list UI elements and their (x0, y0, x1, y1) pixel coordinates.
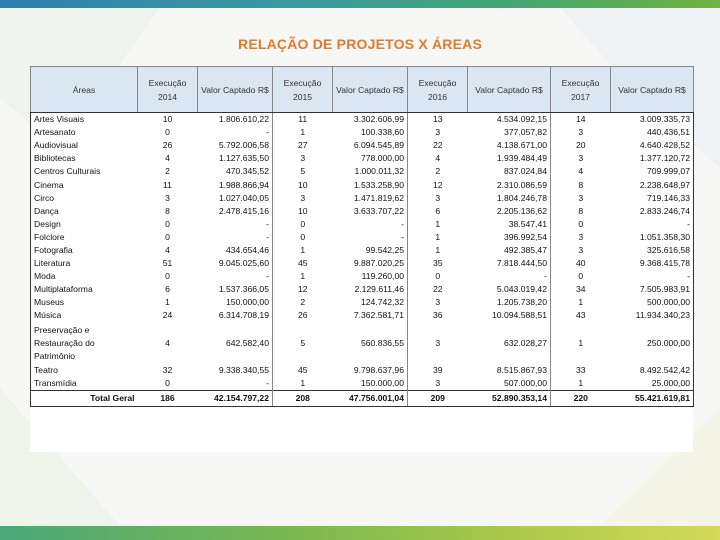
cell-valor-2017: 709.999,07 (611, 165, 694, 178)
cell-execucao-2015: 11 (298, 114, 308, 125)
cell-valor-2015: 1.533.258,90 (333, 178, 408, 191)
table-row (31, 377, 694, 391)
cell-execucao-2017: 3 (578, 192, 584, 203)
table-row (31, 126, 694, 139)
cell-area: Moda (31, 270, 138, 283)
cell-valor-2016: 38.547,41 (468, 218, 551, 231)
cell-execucao-2016: 3 (435, 297, 441, 308)
cell-valor-2014: - (198, 377, 273, 391)
cell-execucao-2017: 3 (578, 127, 584, 138)
cell-valor-2014: 150.000,00 (198, 296, 273, 309)
cell-valor-2015: 124.742,32 (333, 296, 408, 309)
header-execucao-2017: Execução 2017 (551, 67, 611, 113)
cell-area: Design (31, 218, 138, 231)
cell-valor-2014: 42.154.797,22 (198, 390, 273, 406)
cell-area: Bibliotecas (31, 152, 138, 165)
table-row (31, 283, 694, 296)
cell-execucao-2017: 3 (578, 153, 584, 164)
header-execucao-2016: Execução 2016 (408, 67, 468, 113)
cell-valor-2015: 1.471.819,62 (333, 192, 408, 205)
table-row (31, 257, 694, 270)
cell-valor-2016: 492.385,47 (468, 244, 551, 257)
cell-execucao-2014: 186 (138, 390, 198, 406)
bottom-accent-bar (0, 526, 720, 540)
cell-valor-2017: 9.368.415,78 (611, 257, 694, 270)
cell-execucao-2015: 26 (297, 310, 308, 321)
table-total-row (31, 390, 694, 406)
cell-area: Total Geral (31, 390, 138, 406)
cell-execucao-2015: 1 (300, 127, 306, 138)
cell-execucao-2015: 10 (297, 205, 308, 216)
cell-execucao-2016: 1 (435, 218, 441, 229)
cell-execucao-2015: 5 (300, 337, 306, 348)
cell-valor-2015: 2.129.611,46 (333, 283, 408, 296)
cell-valor-2014: 5.792.006,58 (198, 139, 273, 152)
cell-valor-2017: 2.833.246,74 (611, 205, 694, 218)
cell-valor-2016: - (468, 270, 551, 283)
cell-valor-2015: 99.542,25 (333, 244, 408, 257)
cell-valor-2017: 11.934.340,23 (611, 309, 694, 322)
cell-valor-2017: 2.238.648,97 (611, 178, 694, 191)
cell-execucao-2014: 0 (165, 271, 170, 282)
cell-execucao-2014: 8 (165, 205, 170, 216)
cell-valor-2014: 1.537.366,05 (198, 283, 273, 296)
cell-execucao-2015: 0 (300, 218, 306, 229)
cell-execucao-2017: 1 (578, 377, 584, 388)
cell-execucao-2014: 32 (162, 364, 173, 375)
cell-area: Cinema (31, 178, 138, 191)
cell-area: Transmídia (31, 377, 138, 391)
cell-valor-2017: 8.492.542,42 (611, 364, 694, 377)
cell-execucao-2016: 22 (432, 140, 443, 151)
cell-execucao-2014: 3 (165, 192, 170, 203)
cell-valor-2015: - (333, 218, 408, 231)
cell-area: Museus (31, 296, 138, 309)
page-title: RELAÇÃO DE PROJETOS X ÁREAS (238, 36, 482, 52)
cell-execucao-2017: 40 (575, 258, 586, 269)
cell-execucao-2017: 1 (578, 337, 584, 348)
cell-execucao-2014: 0 (165, 377, 170, 388)
cell-execucao-2015: 5 (300, 166, 306, 177)
cell-valor-2014: 434.654,46 (198, 244, 273, 257)
cell-valor-2016: 4.534.092,15 (468, 113, 551, 127)
cell-valor-2015: - (333, 231, 408, 244)
cell-execucao-2014: 6 (165, 284, 170, 295)
table-row (31, 152, 694, 165)
table-row (31, 231, 694, 244)
cell-valor-2017: 3.009.335,73 (611, 113, 694, 127)
table-row (31, 113, 694, 127)
table-row (31, 165, 694, 178)
cell-execucao-2016: 3 (435, 337, 441, 348)
table-row (31, 296, 694, 309)
cell-execucao-2014: 51 (162, 258, 173, 269)
table-row (31, 309, 694, 322)
cell-valor-2015: 560.836,55 (333, 323, 408, 364)
cell-valor-2016: 10.094.588,51 (468, 309, 551, 322)
top-accent-bar (0, 0, 720, 8)
cell-execucao-2015: 27 (297, 140, 308, 151)
cell-execucao-2014: 0 (165, 218, 170, 229)
cell-execucao-2017: 3 (578, 231, 584, 242)
cell-execucao-2017: 14 (575, 114, 586, 125)
cell-execucao-2016: 3 (435, 377, 441, 388)
cell-valor-2017: 250.000,00 (611, 323, 694, 364)
cell-valor-2017: 4.640.428,52 (611, 139, 694, 152)
cell-valor-2017: 719.146,33 (611, 192, 694, 205)
cell-area: Artes Visuais (31, 113, 138, 127)
cell-execucao-2016: 39 (432, 364, 443, 375)
cell-valor-2014: 1.127.635,50 (198, 152, 273, 165)
cell-valor-2016: 2.310.086,59 (468, 178, 551, 191)
cell-valor-2016: 7.818.444,50 (468, 257, 551, 270)
cell-execucao-2017: 0 (578, 218, 584, 229)
cell-execucao-2014: 11 (163, 179, 172, 190)
cell-valor-2017: 1.377.120,72 (611, 152, 694, 165)
cell-area: Artesanato (31, 126, 138, 139)
header-valor-2016: Valor Captado R$ (468, 67, 551, 113)
cell-execucao-2015: 45 (297, 364, 308, 375)
cell-execucao-2016: 3 (435, 127, 441, 138)
cell-execucao-2016: 12 (432, 179, 443, 190)
cell-valor-2017: 440.436,51 (611, 126, 694, 139)
header-areas: Áreas (31, 67, 138, 113)
cell-execucao-2014: 0 (165, 231, 170, 242)
table-row (31, 205, 694, 218)
cell-execucao-2017: 0 (578, 271, 584, 282)
cell-valor-2016: 377.057,82 (468, 126, 551, 139)
cell-valor-2017: - (611, 270, 694, 283)
cell-valor-2016: 1.205.738,20 (468, 296, 551, 309)
cell-execucao-2016: 2 (435, 166, 441, 177)
cell-execucao-2014: 26 (162, 140, 173, 151)
cell-valor-2016: 52.890.353,14 (468, 390, 551, 406)
cell-valor-2014: 2.478.415,16 (198, 205, 273, 218)
cell-area: Literatura (31, 257, 138, 270)
cell-execucao-2017: 33 (575, 364, 586, 375)
cell-valor-2015: 100.338,60 (333, 126, 408, 139)
cell-valor-2015: 9.798.637,96 (333, 364, 408, 377)
cell-execucao-2015: 1 (300, 377, 306, 388)
cell-execucao-2014: 1 (165, 297, 170, 308)
cell-valor-2014: 9.045.025,60 (198, 257, 273, 270)
cell-execucao-2017: 8 (578, 205, 584, 216)
cell-valor-2014: 1.806.610,22 (198, 113, 273, 127)
cell-execucao-2015: 12 (297, 284, 308, 295)
cell-execucao-2017: 220 (551, 390, 611, 406)
cell-valor-2014: - (198, 218, 273, 231)
cell-valor-2015: 47.756.001,04 (333, 390, 408, 406)
cell-valor-2017: 500.000,00 (611, 296, 694, 309)
cell-valor-2016: 2.205.136,62 (468, 205, 551, 218)
cell-execucao-2015: 3 (300, 192, 306, 203)
cell-execucao-2014: 10 (162, 114, 173, 125)
cell-valor-2015: 7.362.581,71 (333, 309, 408, 322)
cell-area: Folclore (31, 231, 138, 244)
cell-valor-2014: - (198, 270, 273, 283)
table-row (31, 270, 694, 283)
cell-execucao-2017: 3 (578, 244, 584, 255)
cell-execucao-2016: 1 (435, 244, 441, 255)
cell-execucao-2014: 4 (165, 153, 170, 164)
cell-valor-2014: 642.582,40 (198, 323, 273, 364)
cell-execucao-2015: 10 (297, 179, 308, 190)
cell-execucao-2015: 1 (300, 271, 306, 282)
cell-execucao-2016: 35 (432, 258, 443, 269)
cell-execucao-2017: 20 (575, 140, 586, 151)
cell-valor-2015: 778.000,00 (333, 152, 408, 165)
cell-execucao-2017: 1 (578, 297, 584, 308)
header-valor-2017: Valor Captado R$ (611, 67, 694, 113)
cell-execucao-2014: 24 (162, 310, 173, 321)
cell-area: Audiovisual (31, 139, 138, 152)
cell-area: Fotografia (31, 244, 138, 257)
cell-valor-2015: 1.000.011,32 (333, 165, 408, 178)
table-row (31, 218, 694, 231)
cell-valor-2014: - (198, 231, 273, 244)
table-row (31, 192, 694, 205)
projects-by-area-table (30, 66, 693, 452)
cell-execucao-2016: 0 (435, 271, 441, 282)
cell-valor-2016: 4.138.671,00 (468, 139, 551, 152)
cell-area: Multiplataforma (31, 283, 138, 296)
cell-area: Música (31, 309, 138, 322)
cell-area: Preservação e Restauração do Patrimônio (31, 323, 138, 364)
cell-valor-2014: 1.027.040,05 (198, 192, 273, 205)
cell-valor-2017: 325.616,58 (611, 244, 694, 257)
cell-valor-2016: 5.043.019,42 (468, 283, 551, 296)
cell-valor-2016: 396.992,54 (468, 231, 551, 244)
cell-valor-2017: 7.505.983,91 (611, 283, 694, 296)
cell-execucao-2017: 43 (575, 310, 586, 321)
cell-execucao-2016: 13 (432, 114, 443, 125)
cell-execucao-2015: 1 (300, 244, 306, 255)
table-row (31, 178, 694, 191)
cell-execucao-2014: 0 (165, 127, 170, 138)
cell-area: Teatro (31, 364, 138, 377)
cell-execucao-2016: 6 (435, 205, 441, 216)
cell-execucao-2016: 4 (435, 153, 441, 164)
cell-execucao-2015: 3 (300, 153, 306, 164)
cell-valor-2015: 6.094.545,89 (333, 139, 408, 152)
cell-area: Dança (31, 205, 138, 218)
header-execucao-2014: Execução 2014 (138, 67, 198, 113)
cell-execucao-2017: 4 (578, 166, 584, 177)
cell-valor-2016: 632.028,27 (468, 323, 551, 364)
cell-valor-2015: 119.260,00 (333, 270, 408, 283)
cell-valor-2017: - (611, 218, 694, 231)
cell-valor-2017: 25.000,00 (611, 377, 694, 391)
cell-execucao-2016: 209 (408, 390, 468, 406)
cell-execucao-2014: 4 (165, 337, 170, 348)
table-row (31, 244, 694, 257)
cell-valor-2015: 9.887.020,25 (333, 257, 408, 270)
cell-valor-2014: 6.314.708,19 (198, 309, 273, 322)
table-row (31, 364, 694, 377)
table-row (31, 139, 694, 152)
cell-valor-2015: 3.302.606,99 (333, 113, 408, 127)
cell-valor-2016: 8.515.867,93 (468, 364, 551, 377)
cell-execucao-2016: 3 (435, 192, 441, 203)
cell-valor-2017: 55.421.619,81 (611, 390, 694, 406)
cell-execucao-2014: 4 (165, 244, 170, 255)
cell-execucao-2015: 2 (300, 297, 306, 308)
cell-valor-2016: 1.939.484,49 (468, 152, 551, 165)
cell-valor-2016: 837.024,84 (468, 165, 551, 178)
cell-valor-2016: 507.000,00 (468, 377, 551, 391)
header-valor-2014: Valor Captado R$ (198, 67, 273, 113)
cell-execucao-2017: 8 (578, 179, 584, 190)
table-row (31, 323, 694, 364)
header-execucao-2015: Execução 2015 (273, 67, 333, 113)
cell-valor-2015: 3.633.707,22 (333, 205, 408, 218)
cell-execucao-2017: 34 (575, 284, 586, 295)
table-header-row (31, 67, 694, 113)
cell-execucao-2016: 1 (435, 231, 441, 242)
cell-execucao-2015: 208 (273, 390, 333, 406)
cell-valor-2014: 9.338.340,55 (198, 364, 273, 377)
header-valor-2015: Valor Captado R$ (333, 67, 408, 113)
cell-valor-2015: 150.000,00 (333, 377, 408, 391)
cell-valor-2017: 1.051.358,30 (611, 231, 694, 244)
cell-area: Centros Culturais (31, 165, 138, 178)
cell-execucao-2015: 45 (297, 258, 308, 269)
cell-valor-2016: 1.804.246,78 (468, 192, 551, 205)
cell-execucao-2016: 22 (432, 284, 443, 295)
cell-execucao-2016: 36 (432, 310, 443, 321)
cell-valor-2014: 1.988.866,94 (198, 178, 273, 191)
cell-execucao-2014: 2 (165, 166, 170, 177)
cell-area: Circo (31, 192, 138, 205)
cell-valor-2014: 470.345,52 (198, 165, 273, 178)
cell-execucao-2015: 0 (300, 231, 306, 242)
cell-valor-2014: - (198, 126, 273, 139)
